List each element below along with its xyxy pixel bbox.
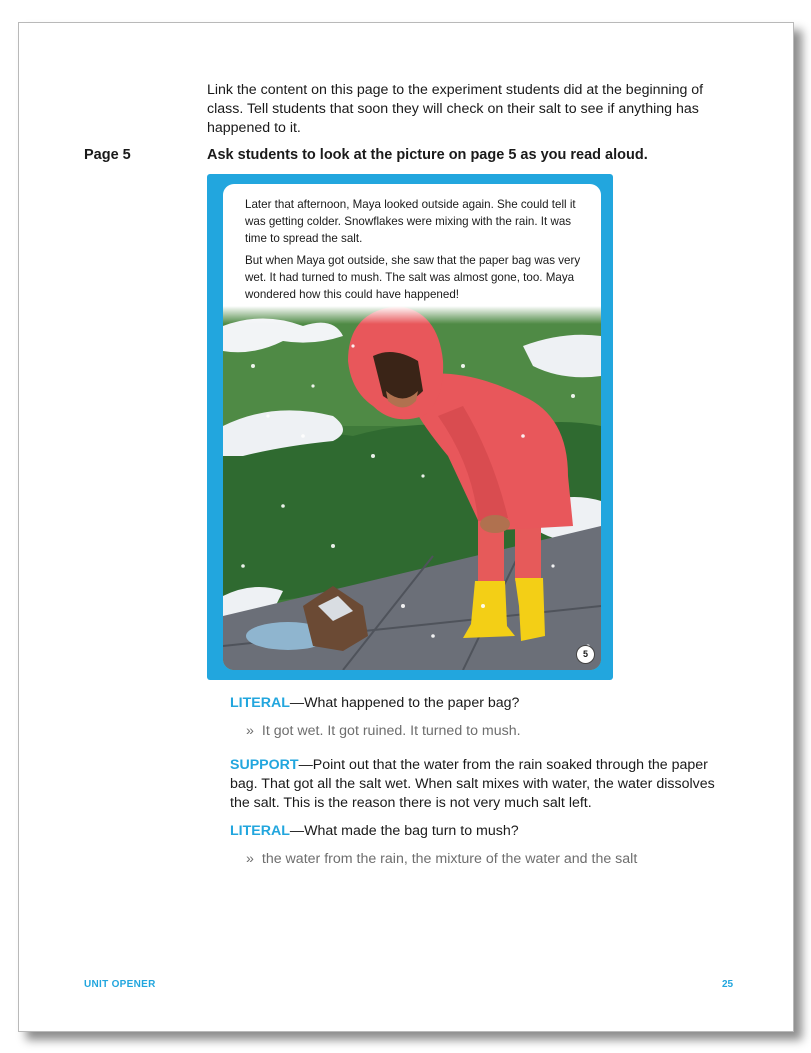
book-paragraph-2: But when Maya got outside, she saw that the paper bag was very wet. It had turned to mush. The salt was almost gone, too. Maya wondered how this could have happened! <box>245 254 581 301</box>
book-page-figure <box>207 174 613 680</box>
answer-1 <box>230 722 736 741</box>
book-page-inner <box>223 184 601 670</box>
footer-section-label: UNIT OPENER <box>84 979 156 990</box>
literal-tag: LITERAL <box>230 695 290 711</box>
question-text: —What made the bag turn to mush? <box>289 823 519 839</box>
answer-text: It got wet. It got ruined. It turned to mush. <box>261 723 521 739</box>
book-paragraph-1: Later that afternoon, Maya looked outside again. She could tell it was getting colder. Snowflakes were mixing with the rain. It was time to spread the salt. <box>245 198 576 245</box>
maya-rain-illustration <box>223 306 601 670</box>
support-text: —Point out that the water from the rain soaked through the paper bag. That got all the salt wet. When salt mixes with water, the water dissolves the salt. This is the reason there is not very much salt left. <box>230 757 715 811</box>
answer-2 <box>230 850 736 869</box>
book-text <box>245 196 585 308</box>
footer-page-number: 25 <box>722 979 734 990</box>
document-page <box>18 22 794 1032</box>
question-literal-1 <box>230 694 720 713</box>
bullet-marker: » <box>246 723 254 739</box>
question-text: —What happened to the paper bag? <box>289 695 520 711</box>
intro-paragraph: Link the content on this page to the experiment students did at the beginning of class. Tell students that soon they will check on their salt to see if anything has happened to it. <box>207 82 704 136</box>
bullet-marker: » <box>246 851 254 867</box>
read-aloud-instruction: Ask students to look at the picture on page 5 as you read aloud. <box>207 147 648 163</box>
question-literal-2 <box>230 822 720 841</box>
page-label: Page 5 <box>84 147 131 163</box>
book-page-number: 5 <box>576 645 595 664</box>
support-tag: SUPPORT <box>230 757 299 773</box>
support-note <box>230 756 720 813</box>
answer-text: the water from the rain, the mixture of the water and the salt <box>261 851 638 867</box>
literal-tag: LITERAL <box>230 823 290 839</box>
